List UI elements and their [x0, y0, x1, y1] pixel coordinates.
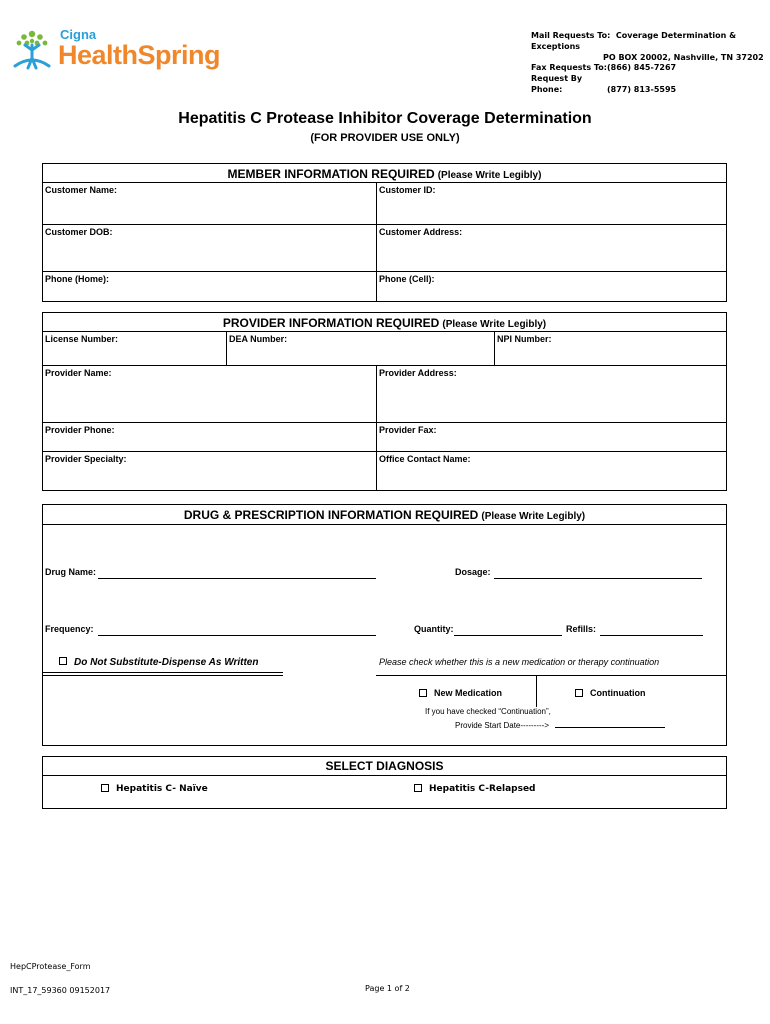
divider — [43, 331, 726, 332]
provider-heading: PROVIDER INFORMATION REQUIRED — [222, 316, 440, 330]
quantity-input[interactable] — [454, 635, 562, 636]
dnd-label: Do Not Substitute-Dispense As Written — [74, 657, 259, 668]
form-subtitle: (FOR PROVIDER USE ONLY) — [310, 132, 460, 144]
divider — [226, 331, 227, 365]
divider — [43, 675, 283, 676]
provider-phone-field[interactable]: Provider Phone: — [45, 425, 115, 435]
drug-name-label: Drug Name: — [45, 567, 97, 577]
divider — [43, 182, 726, 183]
divider — [43, 775, 726, 776]
dea-number-field[interactable]: DEA Number: — [229, 334, 288, 344]
office-contact-field[interactable]: Office Contact Name: — [379, 454, 471, 464]
company-logo — [12, 28, 242, 72]
phone-label: Request By Phone: — [531, 74, 583, 94]
customer-address-field[interactable]: Customer Address: — [379, 227, 463, 237]
divider — [376, 675, 726, 676]
hepatitis-c-naive-option[interactable] — [101, 784, 208, 794]
divider — [43, 672, 283, 673]
tree-person-icon — [12, 28, 52, 72]
divider — [376, 182, 377, 301]
dnd-checkbox-row[interactable] — [59, 657, 258, 668]
logo-healthspring-text: HealthSpring — [58, 40, 221, 70]
hepatitis-c-relapsed-label: Hepatitis C-Relapsed — [429, 784, 536, 794]
form-title: Hepatitis C Protease Inhibitor Coverage Determination — [178, 110, 592, 127]
diagnosis-heading: SELECT DIAGNOSIS — [325, 759, 444, 773]
provider-address-field[interactable]: Provider Address: — [379, 368, 457, 378]
phone-number: (877) 813-5595 — [607, 85, 677, 94]
continuation-option[interactable] — [575, 688, 646, 698]
diagnosis-section-heading — [43, 759, 726, 773]
provider-info-section — [42, 312, 727, 491]
divider — [43, 271, 726, 272]
start-date-input[interactable] — [555, 727, 665, 728]
provider-heading-note: (Please Write Legibly) — [442, 319, 547, 330]
quantity-label: Quantity: — [414, 624, 454, 634]
hepatitis-c-relapsed-checkbox[interactable] — [414, 784, 422, 792]
divider — [43, 224, 726, 225]
license-number-field[interactable]: License Number: — [45, 334, 119, 344]
start-date-label: Provide Start Date---------> — [455, 721, 550, 730]
frequency-label: Frequency: — [45, 624, 94, 634]
mail-line2: PO BOX 20002, Nashville, TN 37202 — [603, 53, 764, 62]
divider — [494, 331, 495, 365]
divider — [43, 365, 726, 366]
customer-name-field[interactable]: Customer Name: — [45, 185, 118, 195]
customer-id-field[interactable]: Customer ID: — [379, 185, 436, 195]
phone-home-field[interactable]: Phone (Home): — [45, 274, 109, 284]
dosage-label: Dosage: — [455, 567, 491, 577]
new-medication-checkbox[interactable] — [419, 689, 427, 697]
mail-line1: Coverage Determination & Exceptions — [531, 31, 737, 51]
divider — [43, 422, 726, 423]
drug-heading: DRUG & PRESCRIPTION INFORMATION REQUIRED — [183, 508, 479, 522]
frequency-input[interactable] — [98, 635, 376, 636]
divider — [43, 451, 726, 452]
fax-requests — [531, 62, 676, 95]
dnd-checkbox[interactable] — [59, 657, 67, 665]
member-heading-note: (Please Write Legibly) — [437, 170, 542, 181]
if-continuation-text: If you have checked “Continuation”, — [425, 707, 551, 716]
drug-heading-note: (Please Write Legibly) — [481, 511, 586, 522]
continuation-checkbox[interactable] — [575, 689, 583, 697]
new-medication-option[interactable] — [419, 688, 502, 698]
provider-fax-field[interactable]: Provider Fax: — [379, 425, 437, 435]
mail-requests — [531, 30, 770, 63]
check-note: Please check whether this is a new medication or therapy continuation — [379, 657, 660, 667]
mail-label: Mail Requests To: — [531, 31, 611, 40]
member-heading: MEMBER INFORMATION REQUIRED — [227, 167, 435, 181]
divider — [376, 365, 377, 490]
provider-specialty-field[interactable]: Provider Specialty: — [45, 454, 127, 464]
page-number: Page 1 of 2 — [365, 984, 410, 993]
dosage-input[interactable] — [494, 578, 702, 579]
member-section-heading — [43, 167, 726, 181]
new-medication-label: New Medication — [434, 688, 503, 698]
customer-dob-field[interactable]: Customer DOB: — [45, 227, 113, 237]
drug-section-heading — [43, 508, 726, 522]
phone-cell-field[interactable]: Phone (Cell): — [379, 274, 435, 284]
hepatitis-c-naive-checkbox[interactable] — [101, 784, 109, 792]
refills-label: Refills: — [566, 624, 597, 634]
fax-number: (866) 845-7267 — [607, 63, 677, 72]
member-info-section — [42, 163, 727, 302]
divider — [536, 675, 537, 707]
hepatitis-c-relapsed-option[interactable] — [414, 784, 536, 794]
form-code: INT_17_59360 09152017 — [10, 986, 111, 995]
provider-section-heading — [43, 316, 726, 330]
npi-number-field[interactable]: NPI Number: — [497, 334, 552, 344]
form-name: HepCProtease_Form — [10, 962, 91, 971]
divider — [43, 524, 726, 525]
hepatitis-c-naive-label: Hepatitis C- Naïve — [116, 784, 208, 794]
drug-name-input[interactable] — [98, 578, 376, 579]
diagnosis-section — [42, 756, 727, 809]
drug-info-section — [42, 504, 727, 746]
provider-name-field[interactable]: Provider Name: — [45, 368, 112, 378]
continuation-label: Continuation — [590, 688, 646, 698]
refills-input[interactable] — [600, 635, 703, 636]
logo-cigna-text: Cigna — [60, 27, 97, 42]
fax-label: Fax Requests To: — [531, 63, 607, 72]
